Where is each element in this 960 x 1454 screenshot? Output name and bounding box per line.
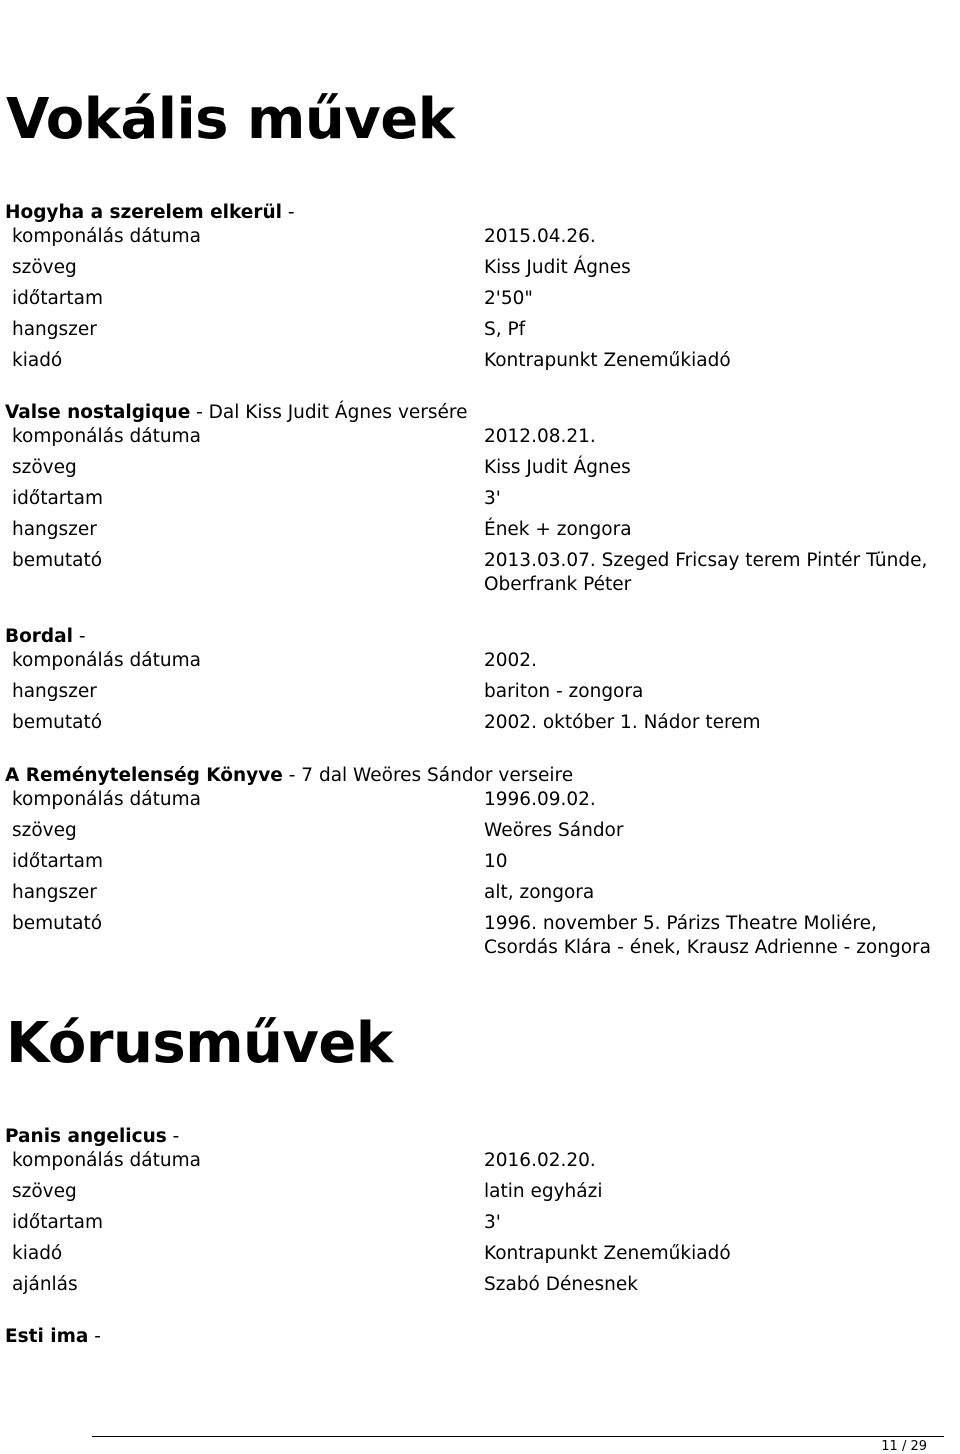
detail-value: 1996.09.02. xyxy=(484,789,596,810)
detail-value: 2002. xyxy=(484,650,537,671)
detail-label: szöveg xyxy=(12,1181,77,1202)
work-name: Panis angelicus xyxy=(5,1126,167,1147)
detail-row xyxy=(5,649,955,673)
detail-label: szöveg xyxy=(12,457,77,478)
detail-label: hangszer xyxy=(12,681,97,702)
detail-row xyxy=(5,1149,955,1173)
detail-value: 2012.08.21. xyxy=(484,426,596,447)
detail-row xyxy=(5,1180,955,1204)
detail-label: kiadó xyxy=(12,350,63,371)
detail-label: időtartam xyxy=(12,288,104,309)
detail-value: 10 xyxy=(484,851,508,872)
section-heading-vokalis: Vokális művek xyxy=(6,87,455,152)
work-title xyxy=(5,1325,955,1349)
work-name: Valse nostalgique xyxy=(5,402,191,423)
detail-value: 2013.03.07. Szeged Fricsay terem Pintér Tünde, Oberfrank Péter xyxy=(484,550,928,595)
work-subtitle: - xyxy=(282,202,295,223)
work-entry xyxy=(5,201,955,373)
detail-row xyxy=(5,1242,955,1266)
work-entry xyxy=(5,1325,955,1349)
detail-row xyxy=(5,549,955,597)
detail-row xyxy=(5,425,955,449)
detail-label: ajánlás xyxy=(12,1274,78,1295)
work-subtitle: - Dal Kiss Judit Ágnes versére xyxy=(190,402,468,423)
detail-row xyxy=(5,1211,955,1235)
work-name: A Reménytelenség Könyve xyxy=(5,765,283,786)
detail-value: 1996. november 5. Párizs Theatre Moliére, Csordás Klára - ének, Krausz Adrienne - zongora xyxy=(484,913,931,958)
detail-label: időtartam xyxy=(12,488,104,509)
work-name: Hogyha a szerelem elkerül xyxy=(5,202,282,223)
detail-row xyxy=(5,850,955,874)
detail-row xyxy=(5,518,955,542)
detail-value: 3' xyxy=(484,488,501,509)
footer-divider xyxy=(92,1436,944,1437)
detail-row xyxy=(5,318,955,342)
detail-value: 2015.04.26. xyxy=(484,226,596,247)
work-name: Bordal xyxy=(5,626,74,647)
detail-value: Szabó Dénesnek xyxy=(484,1274,638,1295)
detail-label: bemutató xyxy=(12,550,103,571)
detail-value: Kontrapunkt Zeneműkiadó xyxy=(484,350,731,371)
detail-row xyxy=(5,1273,955,1297)
work-entry xyxy=(5,625,955,735)
work-entry xyxy=(5,764,955,960)
detail-value: S, Pf xyxy=(484,319,526,340)
detail-value: 2002. október 1. Nádor terem xyxy=(484,712,761,733)
work-subtitle: - xyxy=(73,626,86,647)
detail-row xyxy=(5,287,955,311)
detail-value: alt, zongora xyxy=(484,882,595,903)
detail-label: időtartam xyxy=(12,851,104,872)
work-title xyxy=(5,764,955,788)
detail-row xyxy=(5,819,955,843)
detail-value: 2'50" xyxy=(484,288,533,309)
work-subtitle: - 7 dal Weöres Sándor verseire xyxy=(282,765,574,786)
detail-label: komponálás dátuma xyxy=(12,1150,201,1171)
detail-row xyxy=(5,788,955,812)
section-heading-korusmuvek: Kórusművek xyxy=(6,1011,393,1076)
detail-label: szöveg xyxy=(12,820,77,841)
detail-label: hangszer xyxy=(12,319,97,340)
detail-value: Kontrapunkt Zeneműkiadó xyxy=(484,1243,731,1264)
detail-value: 3' xyxy=(484,1212,501,1233)
detail-label: szöveg xyxy=(12,257,77,278)
detail-label: komponálás dátuma xyxy=(12,226,201,247)
detail-label: hangszer xyxy=(12,519,97,540)
detail-value: bariton - zongora xyxy=(484,681,644,702)
work-subtitle: - xyxy=(166,1126,180,1147)
work-title xyxy=(5,401,955,425)
detail-label: komponálás dátuma xyxy=(12,426,201,447)
detail-row xyxy=(5,456,955,480)
detail-row xyxy=(5,912,955,960)
detail-label: komponálás dátuma xyxy=(12,789,201,810)
work-subtitle: - xyxy=(88,1326,101,1347)
detail-label: bemutató xyxy=(12,913,103,934)
detail-label: időtartam xyxy=(12,1212,104,1233)
work-entry xyxy=(5,1125,955,1297)
work-name: Esti ima xyxy=(5,1326,89,1347)
detail-label: komponálás dátuma xyxy=(12,650,201,671)
detail-row xyxy=(5,256,955,280)
work-title xyxy=(5,1125,955,1149)
detail-label: bemutató xyxy=(12,712,103,733)
detail-value: Kiss Judit Ágnes xyxy=(484,257,631,278)
work-title xyxy=(5,201,955,225)
page-number: 11 / 29 xyxy=(881,1439,927,1454)
detail-value: Weöres Sándor xyxy=(484,820,624,841)
detail-row xyxy=(5,349,955,373)
detail-value: 2016.02.20. xyxy=(484,1150,596,1171)
detail-value: latin egyházi xyxy=(484,1181,603,1202)
work-title xyxy=(5,625,955,649)
work-entry xyxy=(5,401,955,597)
detail-value: Ének + zongora xyxy=(484,519,632,540)
detail-label: kiadó xyxy=(12,1243,63,1264)
detail-value: Kiss Judit Ágnes xyxy=(484,457,631,478)
detail-row xyxy=(5,487,955,511)
detail-row xyxy=(5,711,955,735)
detail-row xyxy=(5,225,955,249)
detail-row xyxy=(5,680,955,704)
detail-label: hangszer xyxy=(12,882,97,903)
detail-row xyxy=(5,881,955,905)
